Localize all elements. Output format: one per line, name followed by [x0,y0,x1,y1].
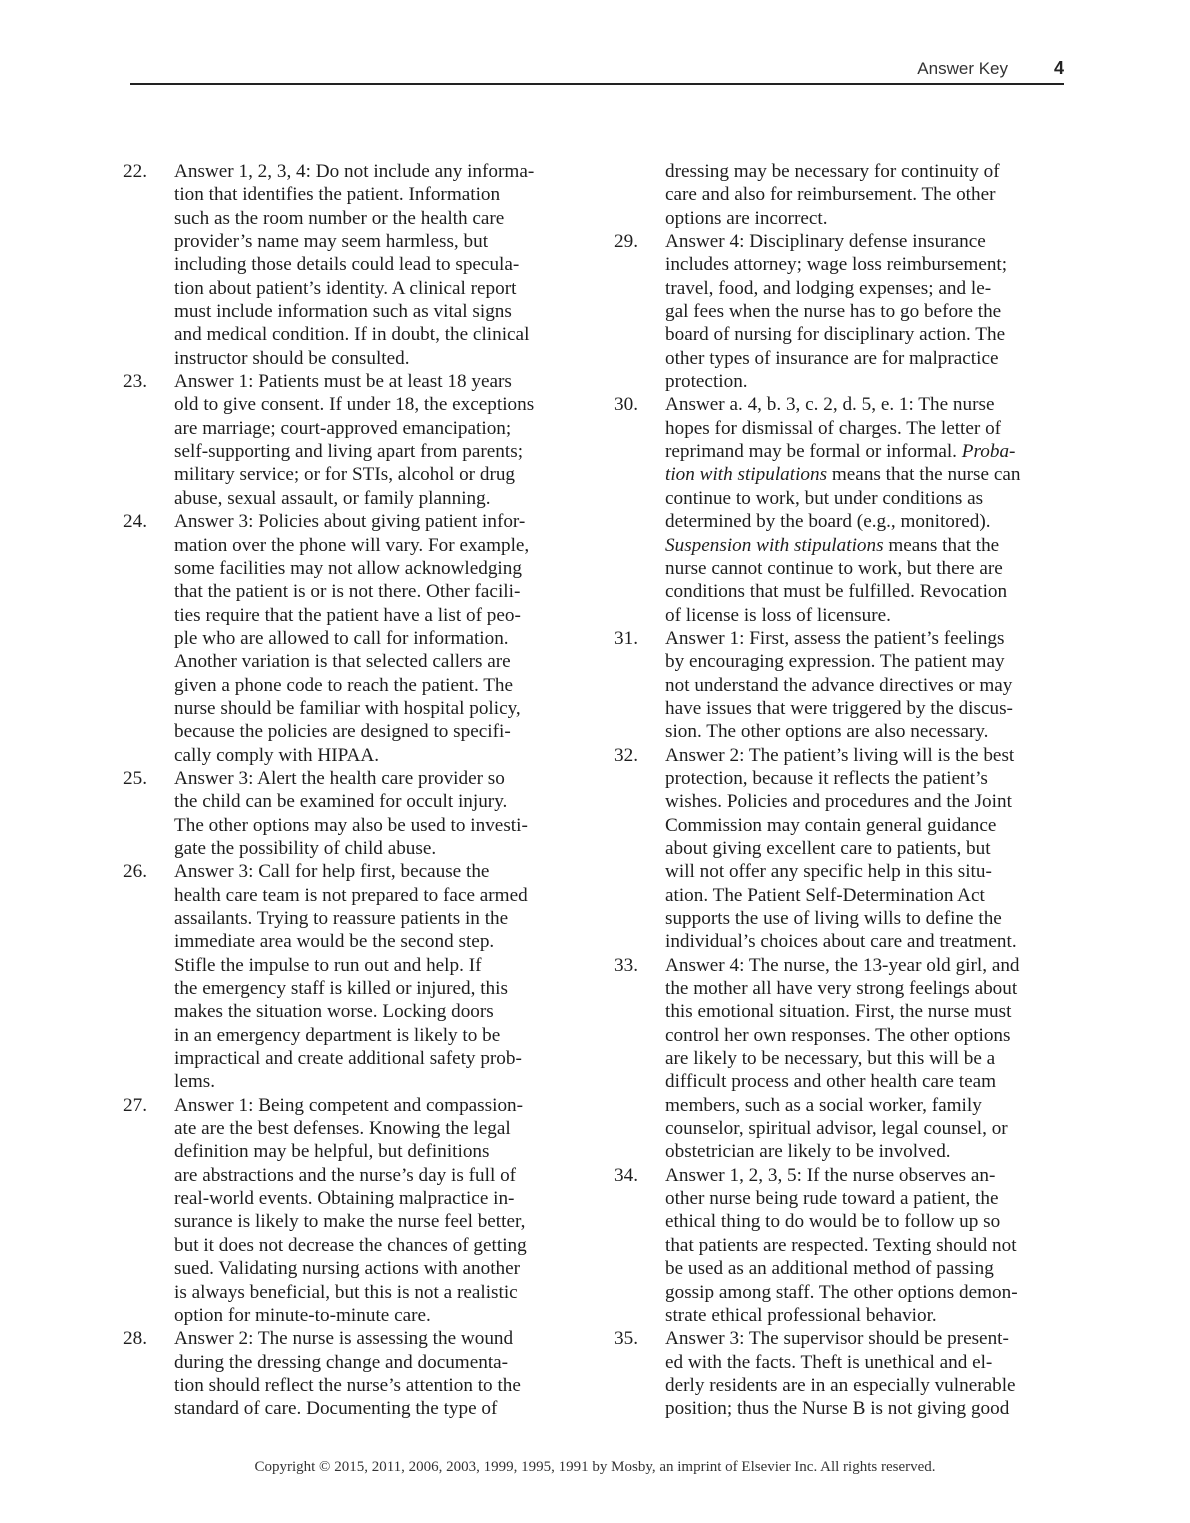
answer-text-line: nurse cannot continue to work, but there are [665,557,1003,579]
answer-text-line: Answer 3: The supervisor should be present- [665,1328,1009,1350]
answer-text-line: options are incorrect. [665,207,828,229]
answer-text-line: have issues that were triggered by the discus- [665,697,1013,719]
answer-text-line: in an emergency department is likely to be [174,1024,501,1046]
answer-text-line: continue to work, but under conditions as [665,487,984,509]
answer-text-line: the emergency staff is killed or injured, this [174,978,508,1000]
italic-term: Suspension with stipulations [665,534,884,556]
answer-text-line: travel, food, and lodging expenses; and le- [665,277,992,299]
answer-text-line: impractical and create additional safety prob- [174,1048,522,1070]
answer-text-line: hopes for dismissal of charges. The letter of [665,417,1002,439]
answer-text-line: instructor should be consulted. [174,347,410,369]
answer-text-line: will not offer any specific help in this situ- [665,861,992,883]
answer-text-line [665,440,1020,463]
answer-text-line: immediate area would be the second step. [174,931,495,953]
answer-text-line: strate ethical professional behavior. [665,1304,937,1326]
answer-text-line: lems. [174,1071,216,1093]
answer-text-line: gate the possibility of child abuse. [174,837,437,859]
answer-text-line: are marriage; court-approved emancipation; [174,417,512,439]
answer-item [614,1164,1020,1327]
answer-text-line: some facilities may not allow acknowledging [174,557,522,579]
answer-item [614,1327,1020,1420]
answer-text-line: board of nursing for disciplinary action. The [665,324,1006,346]
answer-text-line: nurse should be familiar with hospital policy, [174,697,521,719]
answer-text-line: are abstractions and the nurse’s day is full of [174,1164,517,1186]
left-column [123,160,534,1421]
page-number: 4 [1053,58,1064,78]
answer-text-line: individual’s choices about care and treatment. [665,931,1017,953]
answer-text-line: Answer 1, 2, 3, 5: If the nurse observes an- [665,1164,996,1186]
answer-number: 31. [614,627,638,649]
answer-item [614,393,1020,626]
answer-text-line: are likely to be necessary, but this will be a [665,1048,996,1070]
answer-text-line: not understand the advance directives or may [665,674,1013,696]
answer-text-line: real-world events. Obtaining malpractice in- [174,1188,515,1210]
answer-text-line: Answer 2: The patient’s living will is the best [665,744,1015,766]
answer-text-line: sion. The other options are also necessary. [665,721,989,743]
answer-text-line: position; thus the Nurse B is not giving good [665,1398,1010,1420]
answer-text-line: ple who are allowed to call for information. [174,627,509,649]
answer-number: 32. [614,744,638,766]
answer-text-line: Answer 3: Policies about giving patient infor- [174,511,526,533]
answer-text-line [665,534,1020,557]
answer-number: 29. [614,231,638,253]
answer-text-line: old to give consent. If under 18, the exceptions [174,394,535,416]
answer-number: 22. [123,161,147,182]
answer-number: 24. [123,511,147,533]
answer-text-line: Answer 1: Patients must be at least 18 years [174,371,512,393]
answer-text-line: surance is likely to make the nurse feel better, [174,1211,526,1233]
answer-text-line: such as the room number or the health care [174,207,505,229]
answer-text-line: by encouraging expression. The patient may [665,651,1005,673]
text-segment: means that the [883,534,1000,556]
answer-text-line: including those details could lead to specula- [174,254,520,276]
answer-number: 34. [614,1164,638,1186]
italic-term: tion with stipulations [665,464,828,486]
answer-number: 28. [123,1328,147,1350]
answer-text-line: Answer 1: Being competent and compassion- [174,1094,524,1116]
answer-text-line: counselor, spiritual advisor, legal counsel, or [665,1118,1008,1140]
answer-text-line: Another variation is that selected callers are [174,651,511,673]
answer-text-line: standard of care. Documenting the type of [174,1398,498,1420]
answer-text-line: provider’s name may seem harmless, but [174,231,489,253]
answer-item [614,627,1020,744]
answer-text-line: abuse, sexual assault, or family planning. [174,487,491,509]
answer-text-line: given a phone code to reach the patient. The [174,674,514,696]
answer-text-line: conditions that must be fulfilled. Revocation [665,581,1008,603]
answer-text-line: Answer 4: Disciplinary defense insurance [665,231,986,253]
answer-text-line: other types of insurance are for malpractice [665,347,999,369]
answer-text-line: ation. The Patient Self-Determination Act [665,884,985,906]
answer-text-line: Answer 4: The nurse, the 13-year old girl, and [665,954,1020,976]
answer-number: 30. [614,394,638,416]
answer-text-line: assailants. Trying to reassure patients in the [174,908,509,929]
answer-text-line: supports the use of living wills to define the [665,908,1002,929]
answer-text-line: that patients are respected. Texting should not [665,1234,1017,1256]
answer-text-line: Answer 1: First, assess the patient’s feelings [665,627,1005,649]
text-segment: means that the nurse can [827,464,1021,486]
answer-text-line: tion should reflect the nurse’s attention to the [174,1374,521,1396]
answer-item [614,744,1020,954]
answer-text-line: option for minute-to-minute care. [174,1304,431,1326]
answer-text-line: must include information such as vital signs [174,301,512,323]
answer-text-line: makes the situation worse. Locking doors [174,1001,494,1023]
answer-text-line: Answer 1, 2, 3, 4: Do not include any informa- [174,161,535,182]
answer-text-line: includes attorney; wage loss reimbursement; [665,254,1008,276]
answer-text-line: cally comply with HIPAA. [174,744,380,766]
answer-text-line: tion that identifies the patient. Information [174,184,501,206]
answer-text-line: The other options may also be used to investi- [174,814,528,836]
answer-item [614,160,1020,230]
answer-item [614,954,1020,1164]
answer-text-line: and medical condition. If in doubt, the clinical [174,324,530,346]
right-column [614,160,1020,1421]
answer-number: 35. [614,1328,638,1350]
answer-text-line: self-supporting and living apart from parents; [174,441,524,463]
answer-text-line: care and also for reimbursement. The other [665,184,996,206]
answer-text-line: control her own responses. The other options [665,1024,1011,1046]
answer-text-line: gossip among staff. The other options demon- [665,1281,1018,1303]
answer-text-line: dressing may be necessary for continuity of [665,161,1000,182]
answer-text-line [665,463,1020,486]
answer-item [123,860,534,1093]
answer-number: 23. [123,371,147,393]
answer-text-line: other nurse being rude toward a patient, the [665,1188,999,1210]
answer-number: 33. [614,954,638,976]
answer-text-line: is always beneficial, but this is not a realistic [174,1281,518,1303]
answer-text-line: military service; or for STIs, alcohol or drug [174,464,516,486]
header-rule [130,83,1064,85]
answer-text-line: wishes. Policies and procedures and the Joint [665,791,1012,813]
answer-text-line: Stifle the impulse to run out and help. If [174,954,482,976]
answer-text-line: of license is loss of licensure. [665,604,891,626]
answer-text-line: ethical thing to do would be to follow up so [665,1211,1001,1233]
answer-text-line: the child can be examined for occult injury. [174,791,508,813]
answer-text-line: ties require that the patient have a list of peo- [174,604,521,626]
answer-text-line: determined by the board (e.g., monitored). [665,511,991,533]
answer-text-line: gal fees when the nurse has to go before the [665,301,1002,323]
answer-text-line: during the dressing change and documenta- [174,1351,509,1373]
copyright-footer: Copyright © 2015, 2011, 2006, 2003, 1999, 1995, 1991 by Mosby, an imprint of Elsevier Inc. All rights reserved. [254,1459,936,1475]
answer-text-line: ate are the best defenses. Knowing the legal [174,1118,511,1140]
answer-item [123,767,534,860]
answer-text-line: about giving excellent care to patients, but [665,837,991,859]
answer-item [123,1094,534,1327]
answer-item [123,510,534,767]
answer-item [123,1327,534,1420]
answer-text-line: definition may be helpful, but definitions [174,1141,490,1163]
answer-text-line: Answer 3: Alert the health care provider so [174,767,505,789]
answer-text-line: tion about patient’s identity. A clinical report [174,277,517,299]
answer-item [614,230,1020,393]
running-header-title: Answer Key [917,59,1008,78]
answer-text-line: Answer 2: The nurse is assessing the wound [174,1328,514,1350]
answer-text-line: protection, because it reflects the patient’s [665,767,988,789]
answer-text-line: Commission may contain general guidance [665,814,997,836]
answer-text-line: derly residents are in an especially vulnerable [665,1374,1016,1396]
answer-number: 26. [123,861,147,883]
answer-text-line: mation over the phone will vary. For example, [174,534,530,556]
answer-text-line: Answer 3: Call for help first, because the [174,861,490,883]
answer-text-line: the mother all have very strong feelings about [665,978,1018,1000]
answer-text-line: protection. [665,371,748,393]
answer-text-line: difficult process and other health care team [665,1071,997,1093]
answer-text-line: Answer a. 4, b. 3, c. 2, d. 5, e. 1: The nurse [665,394,995,416]
answer-number: 27. [123,1094,147,1116]
answer-text-line: members, such as a social worker, family [665,1094,982,1116]
italic-term: Proba- [961,441,1016,463]
answer-text-line: ed with the facts. Theft is unethical and el- [665,1351,993,1373]
answer-text-line: this emotional situation. First, the nurse must [665,1001,1012,1023]
answer-text-line: health care team is not prepared to face armed [174,884,528,906]
text-segment: reprimand may be formal or informal. [665,441,962,463]
answer-text-line: be used as an additional method of passing [665,1258,994,1280]
answer-number: 25. [123,767,147,789]
answer-item [123,160,534,370]
answer-text-line: but it does not decrease the chances of getting [174,1234,527,1256]
answer-text-line: that the patient is or is not there. Other facili- [174,581,521,603]
answer-text-line: sued. Validating nursing actions with another [174,1258,521,1280]
answer-item [123,370,534,510]
answer-text-line: because the policies are designed to specifi- [174,721,511,743]
answer-text-line: obstetrician are likely to be involved. [665,1141,951,1163]
